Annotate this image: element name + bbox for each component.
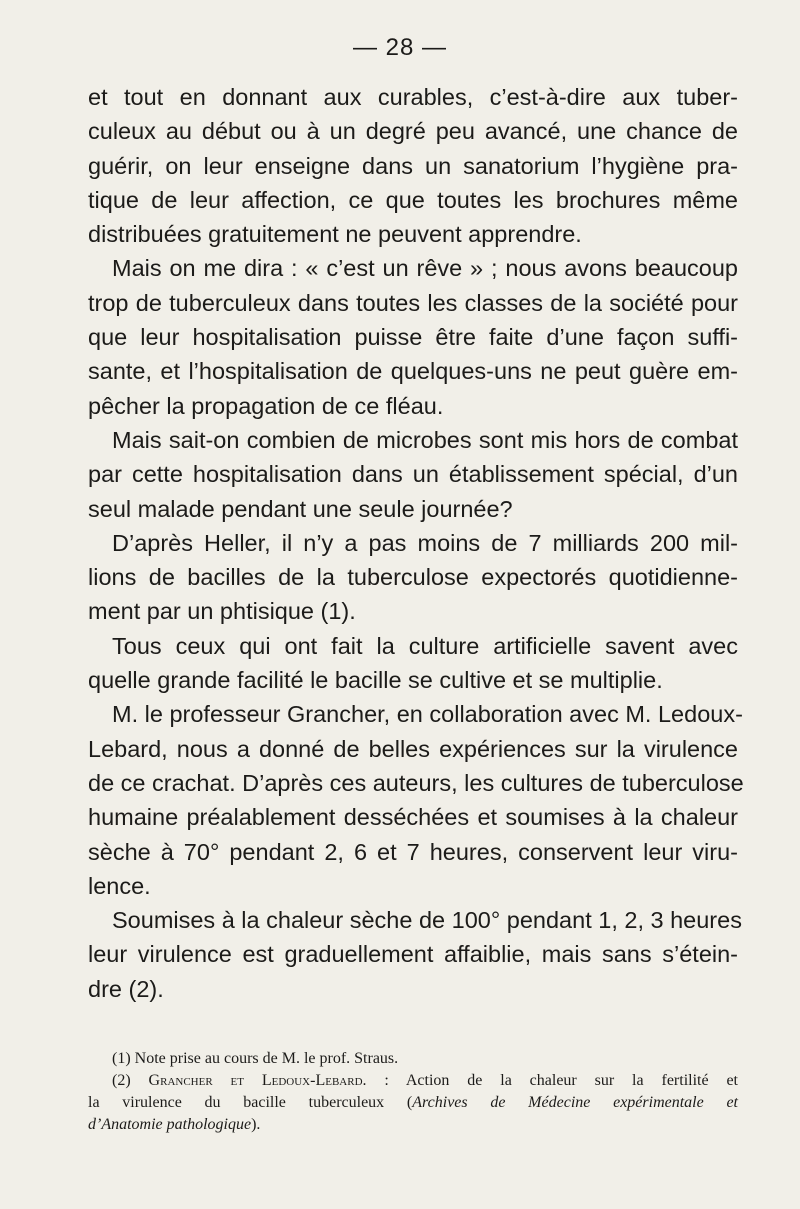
body-text: [88, 80, 744, 1006]
text-line: dre (2).: [88, 975, 164, 1002]
text-line: culeux au début ou à un degré peu avancé, une chance de: [88, 118, 738, 145]
text-line: par cette hospitalisation dans un établissement spécial, d’un: [88, 461, 738, 488]
text-line: de ce crachat. D’après ces auteurs, les cultures de tuberculose: [88, 769, 744, 796]
text-line: leur virulence est graduellement affaiblie, mais sans s’étein-: [88, 941, 738, 968]
text-line: sèche à 70° pendant 2, 6 et 7 heures, conservent leur viru-: [88, 838, 738, 865]
text-line: et tout en donnant aux curables, c’est-à-dire aux tuber-: [88, 84, 738, 110]
text-line: Soumises à la chaleur sèche de 100° pendant 1, 2, 3 heures: [112, 907, 742, 934]
text-line: guérir, on leur enseigne dans un sanatorium l’hygiène pra-: [88, 152, 738, 179]
text-line: quelle grande facilité le bacille se cultive et se multiplie.: [88, 667, 663, 694]
text-line: sante, et l’hospitalisation de quelques-uns ne peut guère em-: [88, 358, 738, 385]
footnote-2-title-cont: la virulence du bacille tuberculeux (: [88, 1094, 413, 1111]
footnote-2-title: : Action de la chaleur sur la fertilité et: [366, 1072, 738, 1089]
text-line: seul malade pendant une seule journée?: [88, 495, 513, 522]
footnote-1: (1) Note prise au cours de M. le prof. Straus.: [112, 1050, 399, 1067]
text-line: D’après Heller, il n’y a pas moins de 7 milliards 200 mil-: [112, 529, 738, 556]
text-line: Lebard, nous a donné de belles expériences sur la virulence: [88, 735, 738, 762]
footnote-2-number: (2): [112, 1072, 131, 1089]
text-line: Tous ceux qui ont fait la culture artificielle savent avec: [112, 632, 738, 659]
text-line: lence.: [88, 872, 151, 899]
text-line: distribuées gratuitement ne peuvent apprendre.: [88, 221, 582, 248]
text-line: tique de leur affection, ce que toutes les brochures même: [88, 186, 738, 213]
footnotes: [88, 1048, 738, 1136]
footnote-2-closing: ).: [251, 1116, 261, 1133]
footnote-2-journal: Archives de Médecine expérimentale et: [412, 1094, 739, 1111]
text-line: Mais sait-on combien de microbes sont mis hors de combat: [112, 426, 738, 453]
text-line: pêcher la propagation de ce fléau.: [88, 392, 444, 419]
footnote-2-journal-cont: d’Anatomie pathologique: [88, 1116, 252, 1133]
footnote-2-continued: [88, 1092, 738, 1114]
text-line: M. le professeur Grancher, en collaboration avec M. Ledoux-: [112, 701, 743, 728]
footnote-2-authors: Grancher et Ledoux-Lebard.: [148, 1072, 367, 1089]
text-line: ment par un phtisique (1).: [88, 598, 356, 625]
text-line: trop de tuberculeux dans toutes les classes de la société pour: [88, 289, 738, 316]
text-line: que leur hospitalisation puisse être faite d’une façon suffi-: [88, 324, 738, 351]
page-number: — 28 —: [352, 34, 448, 61]
footnote-2: [88, 1070, 738, 1092]
text-line: humaine préalablement desséchées et soumises à la chaleur: [88, 804, 738, 831]
text-line: Mais on me dira : « c’est un rêve » ; nous avons beaucoup: [112, 255, 738, 282]
footnote-2-end: [88, 1114, 738, 1136]
text-line: lions de bacilles de la tuberculose expectorés quotidienne-: [88, 564, 738, 591]
